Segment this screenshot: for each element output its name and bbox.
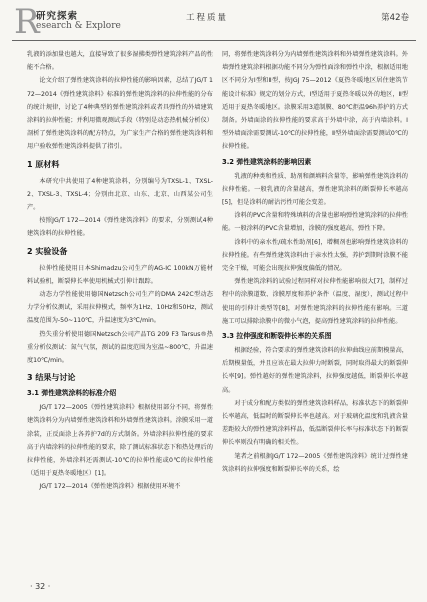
subsection-heading: 3.3 拉伸强度和断裂伸长率的关系图 xyxy=(222,332,332,341)
volume-number: 第42卷 xyxy=(381,13,409,23)
paragraph: 根据经验，符合要求的弹性建筑涂料的拉伸曲线应前期模量高，后期模量低，并且应该在最大拉伸力时断裂，同时取得最大的断裂伸长率[9]。弹性越好的弹性建筑涂料，拉伸强度越低，断裂伸长率越高。 xyxy=(222,347,408,394)
column-logo xyxy=(14,2,121,43)
right-column xyxy=(222,48,408,476)
paragraph: 弹性建筑涂料的试验过程同样对拉伸性能影响很大[7]，制样过程中的涂膜道数、涂膜厚度和养护条件（温度、湿度），测试过程中使用的引伸计类型等[8]，对弹性建筑涂料的拉伸性能有影响。三道施工可以排除涂膜中的微小气泡，提高弹性建筑涂料的拉伸性能。 xyxy=(222,278,408,325)
paragraph: 对于成分和配方类似的弹性建筑涂料样品，标准状态下的断裂伸长率越高，低温时的断裂伸长率也越高。对于玻璃化温度和乳液含量差距较大的弹性建筑涂料样品，低温断裂伸长率与标准状态下的断裂伸长率则没有明确的相关性。 xyxy=(222,399,408,447)
paragraph: JG/T 172—2014《弹性建筑涂料》根据使用环境不 xyxy=(39,483,181,491)
paragraph: 同，将弹性建筑涂料分为内墙弹性建筑涂料和外墙弹性建筑涂料。外墙弹性建筑涂料根据功能不同分为弹性面涂和弹性中涂，根据适用地区不同分为Ⅰ型和Ⅱ型，按JGJ 75—2012《夏热冬暖地区居住建筑节能设计标准》规定的划分方式，Ⅰ型适用于夏热冬暖以外的地区，Ⅱ型适用于夏热冬暖地区。涂膜采用3道制膜、80℃拒温96h养护的方式制备。外墙面涂的拉伸性能的要求高于外墙中涂，高于内墙涂料。Ⅰ型外墙面涂需要测试-10℃的拉伸性能，Ⅱ型外墙面涂需要测试0℃的拉伸性能。 xyxy=(222,51,408,151)
paragraph: 乳液的添加量也越大，直接导致了很多湿拂类弹性建筑涂料产品的性能不合格。 xyxy=(27,51,213,72)
paragraph: JG/T 172—2005《弹性建筑涂料》根据使用部分不同，将弹性建筑涂料分为内墙弹性建筑涂料和外墙弹性建筑涂料。涂膜采用一道涂装，正反面涂上各养护7d的方式制备。外墙涂料拉伸性能的要求高于内墙涂料的拉伸性能的要求，除了测试标准状态下和热处理后的拉伸性能，外墙涂料还需测试-10℃的拉伸性能或0℃的拉伸性能（适用于夏热冬暖地区）[1]。 xyxy=(27,404,213,478)
subsection-heading: 3.1 弹性建筑涂料的标准介绍 xyxy=(27,389,117,398)
section-heading: 1 原材料 xyxy=(27,159,60,169)
paragraph: 论文介绍了弹性建筑涂料的拉伸性能的影响因素，总结了JG/T 172—2014《弹性建筑涂料》标准的弹性建筑涂料的拉伸性能的分布的统计规律，讨论了4种典型的弹性建筑涂料或者具弹性的外墙建筑涂料的拉伸性能；并利用微观测试手段（特别是动态热机械分析仪）剖析了弹性建筑涂料的配方特点，为广家生产合格的弹性建筑涂料和用户验收弹性建筑涂料提供了指引。 xyxy=(27,77,213,151)
logo-chinese-title: 研究探索 xyxy=(36,11,79,22)
paragraph: 笔者之前根据JG/T 172—2005《弹性建筑涂料》统计过弹性建筑涂料的拉伸强度和断裂伸长率的关系，绘 xyxy=(222,452,408,473)
left-column xyxy=(27,48,213,494)
paragraph: 本研究中共使用了4种建筑涂料，分别编号为TXSL-1、TXSL-2、TXSL-3、TXSL-4；分别由北京、山东、北京、山西某公司生产。 xyxy=(27,177,213,212)
paragraph: 动态力学性能使用德国Netzsch公司生产的DMA 242C型动态力学分析仪测试，采用拉伸模式，频率为1Hz、10Hz和50Hz，测试温度范围为-50~110℃，升温速度为3℃/min。 xyxy=(27,291,213,325)
section-heading: 3 结果与讨论 xyxy=(27,373,76,383)
page-header xyxy=(0,0,427,44)
paragraph: 热失重分析使用德国Netzsch公司产品TG 209 F3 Tarsus®热重分析仪测试：氮气气氛，测试的温度范围为室温~800℃，升温速度10℃/min。 xyxy=(27,330,213,365)
subsection-heading: 3.2 弹性建筑涂料的影响因素 xyxy=(222,157,312,166)
section-heading: 2 实验设备 xyxy=(27,246,68,256)
paragraph: 按照JG/T 172—2014《弹性建筑涂料》的要求，分别测试4种建筑涂料的拉伸性能。 xyxy=(27,217,213,238)
paragraph: 拉伸性能使用日本Shimadzu公司生产的AG-IC 100kN万能材料试验机，断裂伸长率使用机械式引伸计跟踪。 xyxy=(27,264,213,285)
paragraph: 涂料中的亲水性/疏水性助剂[6]，增稠剂也影响弹性建筑涂料的拉伸性能。有些弹性建筑涂料由于亲水性太强，养护到期时涂膜不能完全干燥，可能会出现拉伸强度偏低的情况。 xyxy=(222,238,408,273)
journal-title: 工程质量 xyxy=(186,13,229,23)
page-number: · 32 · xyxy=(30,582,51,591)
header-divider xyxy=(12,40,416,41)
paragraph: 涂料的PVC含量和特殊填料的含量也影响弹性建筑涂料的拉伸性能。一般涂料的PVC含量增加，涂膜的强度越高，弹性下降。 xyxy=(222,212,408,233)
logo-english-title: esearch & Explore xyxy=(36,21,121,31)
logo-letter: R xyxy=(14,2,40,42)
paragraph: 乳液的种类和性质、助剂和颜填料含量等，影响弹性建筑涂料的拉伸性能。一般乳液的含量越高，弹性建筑涂料的断裂伸长率越高[5]，但是涂料的耐沾污性可能会变差。 xyxy=(222,172,408,207)
